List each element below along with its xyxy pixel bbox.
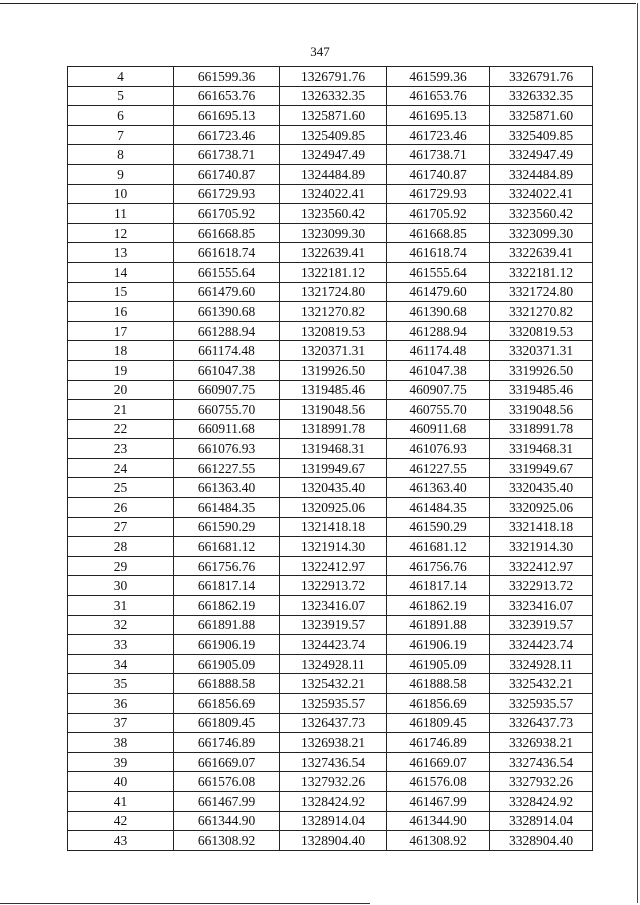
page-top-rule xyxy=(0,3,636,4)
page-right-rule xyxy=(637,3,638,903)
table-row xyxy=(68,674,593,694)
x1-cell: 661555.64 xyxy=(174,262,280,282)
x2-cell: 461888.58 xyxy=(387,674,490,694)
x1-cell: 661681.12 xyxy=(174,537,280,557)
y1-cell: 1319048.56 xyxy=(280,400,387,420)
y2-cell: 3323560.42 xyxy=(490,204,593,224)
y1-cell: 1324947.49 xyxy=(280,145,387,165)
y1-cell: 1319949.67 xyxy=(280,458,387,478)
x1-cell: 661653.76 xyxy=(174,86,280,106)
point-number-cell: 21 xyxy=(68,400,174,420)
x2-cell: 461669.07 xyxy=(387,752,490,772)
table-row xyxy=(68,615,593,635)
y1-cell: 1322639.41 xyxy=(280,243,387,263)
table-row xyxy=(68,341,593,361)
y2-cell: 3320371.31 xyxy=(490,341,593,361)
y2-cell: 3321724.80 xyxy=(490,282,593,302)
y1-cell: 1328904.40 xyxy=(280,831,387,851)
table-row xyxy=(68,419,593,439)
x1-cell: 661809.45 xyxy=(174,713,280,733)
y1-cell: 1326437.73 xyxy=(280,713,387,733)
x2-cell: 461076.93 xyxy=(387,439,490,459)
point-number-cell: 30 xyxy=(68,576,174,596)
y2-cell: 3324484.89 xyxy=(490,164,593,184)
y2-cell: 3322412.97 xyxy=(490,556,593,576)
x1-cell: 661746.89 xyxy=(174,733,280,753)
x1-cell: 661695.13 xyxy=(174,106,280,126)
y2-cell: 3325935.57 xyxy=(490,694,593,714)
x2-cell: 460911.68 xyxy=(387,419,490,439)
y2-cell: 3322181.12 xyxy=(490,262,593,282)
x2-cell: 461856.69 xyxy=(387,694,490,714)
coordinates-table-body xyxy=(68,67,593,851)
y2-cell: 3319949.67 xyxy=(490,458,593,478)
x2-cell: 460755.70 xyxy=(387,400,490,420)
x2-cell: 461576.08 xyxy=(387,772,490,792)
y2-cell: 3326332.35 xyxy=(490,86,593,106)
table-row xyxy=(68,772,593,792)
x2-cell: 461599.36 xyxy=(387,67,490,87)
y1-cell: 1327436.54 xyxy=(280,752,387,772)
y1-cell: 1322412.97 xyxy=(280,556,387,576)
y2-cell: 3324423.74 xyxy=(490,635,593,655)
table-row xyxy=(68,302,593,322)
point-number-cell: 22 xyxy=(68,419,174,439)
coordinates-table xyxy=(67,66,593,851)
x1-cell: 661390.68 xyxy=(174,302,280,322)
point-number-cell: 41 xyxy=(68,791,174,811)
x2-cell: 461590.29 xyxy=(387,517,490,537)
y2-cell: 3328914.04 xyxy=(490,811,593,831)
y1-cell: 1321418.18 xyxy=(280,517,387,537)
table-row xyxy=(68,596,593,616)
x2-cell: 461174.48 xyxy=(387,341,490,361)
point-number-cell: 34 xyxy=(68,654,174,674)
y1-cell: 1325871.60 xyxy=(280,106,387,126)
y1-cell: 1324484.89 xyxy=(280,164,387,184)
point-number-cell: 24 xyxy=(68,458,174,478)
point-number-cell: 26 xyxy=(68,498,174,518)
y1-cell: 1322913.72 xyxy=(280,576,387,596)
table-row xyxy=(68,517,593,537)
table-row xyxy=(68,478,593,498)
x1-cell: 661618.74 xyxy=(174,243,280,263)
table-row xyxy=(68,654,593,674)
table-row xyxy=(68,321,593,341)
x2-cell: 461344.90 xyxy=(387,811,490,831)
table-row xyxy=(68,360,593,380)
y1-cell: 1325935.57 xyxy=(280,694,387,714)
table-row xyxy=(68,125,593,145)
y2-cell: 3321270.82 xyxy=(490,302,593,322)
point-number-cell: 31 xyxy=(68,596,174,616)
y1-cell: 1320435.40 xyxy=(280,478,387,498)
table-row xyxy=(68,498,593,518)
x2-cell: 461308.92 xyxy=(387,831,490,851)
point-number-cell: 42 xyxy=(68,811,174,831)
x1-cell: 661756.76 xyxy=(174,556,280,576)
x1-cell: 661308.92 xyxy=(174,831,280,851)
x1-cell: 661467.99 xyxy=(174,791,280,811)
x2-cell: 461723.46 xyxy=(387,125,490,145)
table-row xyxy=(68,733,593,753)
x1-cell: 661668.85 xyxy=(174,223,280,243)
x1-cell: 661047.38 xyxy=(174,360,280,380)
y1-cell: 1324022.41 xyxy=(280,184,387,204)
x2-cell: 461695.13 xyxy=(387,106,490,126)
y2-cell: 3326437.73 xyxy=(490,713,593,733)
table-row xyxy=(68,164,593,184)
x1-cell: 661817.14 xyxy=(174,576,280,596)
y2-cell: 3318991.78 xyxy=(490,419,593,439)
y2-cell: 3321914.30 xyxy=(490,537,593,557)
y1-cell: 1323099.30 xyxy=(280,223,387,243)
x2-cell: 460907.75 xyxy=(387,380,490,400)
x1-cell: 661174.48 xyxy=(174,341,280,361)
point-number-cell: 36 xyxy=(68,694,174,714)
x2-cell: 461390.68 xyxy=(387,302,490,322)
y2-cell: 3323919.57 xyxy=(490,615,593,635)
point-number-cell: 32 xyxy=(68,615,174,635)
x1-cell: 660907.75 xyxy=(174,380,280,400)
table-row xyxy=(68,204,593,224)
x2-cell: 461817.14 xyxy=(387,576,490,596)
point-number-cell: 4 xyxy=(68,67,174,87)
y1-cell: 1326791.76 xyxy=(280,67,387,87)
x2-cell: 461484.35 xyxy=(387,498,490,518)
point-number-cell: 16 xyxy=(68,302,174,322)
x1-cell: 661888.58 xyxy=(174,674,280,694)
x2-cell: 461906.19 xyxy=(387,635,490,655)
point-number-cell: 8 xyxy=(68,145,174,165)
y1-cell: 1321270.82 xyxy=(280,302,387,322)
x2-cell: 461555.64 xyxy=(387,262,490,282)
table-row xyxy=(68,831,593,851)
x1-cell: 661729.93 xyxy=(174,184,280,204)
x1-cell: 661862.19 xyxy=(174,596,280,616)
y2-cell: 3322913.72 xyxy=(490,576,593,596)
y2-cell: 3319468.31 xyxy=(490,439,593,459)
y2-cell: 3325871.60 xyxy=(490,106,593,126)
y1-cell: 1325432.21 xyxy=(280,674,387,694)
point-number-cell: 27 xyxy=(68,517,174,537)
y2-cell: 3320819.53 xyxy=(490,321,593,341)
table-row xyxy=(68,223,593,243)
x2-cell: 461047.38 xyxy=(387,360,490,380)
y2-cell: 3326791.76 xyxy=(490,67,593,87)
x1-cell: 661599.36 xyxy=(174,67,280,87)
y1-cell: 1319468.31 xyxy=(280,439,387,459)
table-row xyxy=(68,635,593,655)
point-number-cell: 23 xyxy=(68,439,174,459)
y2-cell: 3319048.56 xyxy=(490,400,593,420)
table-row xyxy=(68,439,593,459)
x2-cell: 461740.87 xyxy=(387,164,490,184)
point-number-cell: 7 xyxy=(68,125,174,145)
x2-cell: 461891.88 xyxy=(387,615,490,635)
y1-cell: 1326938.21 xyxy=(280,733,387,753)
table-row xyxy=(68,576,593,596)
x2-cell: 461288.94 xyxy=(387,321,490,341)
y1-cell: 1320819.53 xyxy=(280,321,387,341)
x1-cell: 661738.71 xyxy=(174,145,280,165)
y2-cell: 3319926.50 xyxy=(490,360,593,380)
x2-cell: 461363.40 xyxy=(387,478,490,498)
x1-cell: 661740.87 xyxy=(174,164,280,184)
point-number-cell: 10 xyxy=(68,184,174,204)
point-number-cell: 12 xyxy=(68,223,174,243)
point-number-cell: 20 xyxy=(68,380,174,400)
y1-cell: 1328914.04 xyxy=(280,811,387,831)
y1-cell: 1321914.30 xyxy=(280,537,387,557)
y1-cell: 1322181.12 xyxy=(280,262,387,282)
table-row xyxy=(68,282,593,302)
x1-cell: 661590.29 xyxy=(174,517,280,537)
y2-cell: 3320435.40 xyxy=(490,478,593,498)
x2-cell: 461681.12 xyxy=(387,537,490,557)
x1-cell: 661856.69 xyxy=(174,694,280,714)
y1-cell: 1324928.11 xyxy=(280,654,387,674)
point-number-cell: 14 xyxy=(68,262,174,282)
x2-cell: 461479.60 xyxy=(387,282,490,302)
point-number-cell: 40 xyxy=(68,772,174,792)
x1-cell: 661723.46 xyxy=(174,125,280,145)
table-row xyxy=(68,145,593,165)
y2-cell: 3324947.49 xyxy=(490,145,593,165)
x2-cell: 461653.76 xyxy=(387,86,490,106)
x2-cell: 461862.19 xyxy=(387,596,490,616)
x1-cell: 661906.19 xyxy=(174,635,280,655)
y1-cell: 1325409.85 xyxy=(280,125,387,145)
table-row xyxy=(68,791,593,811)
x1-cell: 661363.40 xyxy=(174,478,280,498)
table-row xyxy=(68,713,593,733)
point-number-cell: 19 xyxy=(68,360,174,380)
x1-cell: 661576.08 xyxy=(174,772,280,792)
table-row xyxy=(68,458,593,478)
point-number-cell: 35 xyxy=(68,674,174,694)
x1-cell: 661905.09 xyxy=(174,654,280,674)
point-number-cell: 11 xyxy=(68,204,174,224)
x2-cell: 461746.89 xyxy=(387,733,490,753)
x2-cell: 461729.93 xyxy=(387,184,490,204)
y2-cell: 3324928.11 xyxy=(490,654,593,674)
table-row xyxy=(68,811,593,831)
y2-cell: 3327436.54 xyxy=(490,752,593,772)
y2-cell: 3327932.26 xyxy=(490,772,593,792)
footer-rule xyxy=(0,903,370,904)
x1-cell: 661484.35 xyxy=(174,498,280,518)
x2-cell: 461756.76 xyxy=(387,556,490,576)
point-number-cell: 28 xyxy=(68,537,174,557)
page-number: 347 xyxy=(310,44,330,59)
x2-cell: 461668.85 xyxy=(387,223,490,243)
x1-cell: 661669.07 xyxy=(174,752,280,772)
y1-cell: 1320925.06 xyxy=(280,498,387,518)
y2-cell: 3326938.21 xyxy=(490,733,593,753)
x2-cell: 461227.55 xyxy=(387,458,490,478)
y1-cell: 1326332.35 xyxy=(280,86,387,106)
point-number-cell: 33 xyxy=(68,635,174,655)
x2-cell: 461705.92 xyxy=(387,204,490,224)
table-row xyxy=(68,106,593,126)
point-number-cell: 13 xyxy=(68,243,174,263)
table-row xyxy=(68,400,593,420)
y2-cell: 3325409.85 xyxy=(490,125,593,145)
x1-cell: 661227.55 xyxy=(174,458,280,478)
x2-cell: 461467.99 xyxy=(387,791,490,811)
y2-cell: 3323099.30 xyxy=(490,223,593,243)
point-number-cell: 5 xyxy=(68,86,174,106)
x2-cell: 461738.71 xyxy=(387,145,490,165)
point-number-cell: 9 xyxy=(68,164,174,184)
y1-cell: 1323919.57 xyxy=(280,615,387,635)
point-number-cell: 43 xyxy=(68,831,174,851)
x1-cell: 661288.94 xyxy=(174,321,280,341)
point-number-cell: 29 xyxy=(68,556,174,576)
y2-cell: 3320925.06 xyxy=(490,498,593,518)
table-row xyxy=(68,86,593,106)
point-number-cell: 15 xyxy=(68,282,174,302)
y2-cell: 3322639.41 xyxy=(490,243,593,263)
x2-cell: 461905.09 xyxy=(387,654,490,674)
x1-cell: 661479.60 xyxy=(174,282,280,302)
y1-cell: 1327932.26 xyxy=(280,772,387,792)
table-row xyxy=(68,556,593,576)
y2-cell: 3323416.07 xyxy=(490,596,593,616)
y1-cell: 1324423.74 xyxy=(280,635,387,655)
point-number-cell: 38 xyxy=(68,733,174,753)
x1-cell: 661891.88 xyxy=(174,615,280,635)
table-row xyxy=(68,184,593,204)
y1-cell: 1318991.78 xyxy=(280,419,387,439)
y1-cell: 1319485.46 xyxy=(280,380,387,400)
point-number-cell: 17 xyxy=(68,321,174,341)
y2-cell: 3321418.18 xyxy=(490,517,593,537)
point-number-cell: 37 xyxy=(68,713,174,733)
point-number-cell: 6 xyxy=(68,106,174,126)
x1-cell: 661344.90 xyxy=(174,811,280,831)
x1-cell: 661705.92 xyxy=(174,204,280,224)
x2-cell: 461618.74 xyxy=(387,243,490,263)
point-number-cell: 25 xyxy=(68,478,174,498)
y2-cell: 3328904.40 xyxy=(490,831,593,851)
x1-cell: 660911.68 xyxy=(174,419,280,439)
y1-cell: 1321724.80 xyxy=(280,282,387,302)
point-number-cell: 39 xyxy=(68,752,174,772)
x2-cell: 461809.45 xyxy=(387,713,490,733)
y2-cell: 3325432.21 xyxy=(490,674,593,694)
y2-cell: 3328424.92 xyxy=(490,791,593,811)
y2-cell: 3319485.46 xyxy=(490,380,593,400)
y1-cell: 1319926.50 xyxy=(280,360,387,380)
y1-cell: 1323416.07 xyxy=(280,596,387,616)
x1-cell: 661076.93 xyxy=(174,439,280,459)
table-row xyxy=(68,752,593,772)
table-row xyxy=(68,243,593,263)
table-row xyxy=(68,67,593,87)
y1-cell: 1320371.31 xyxy=(280,341,387,361)
table-row xyxy=(68,380,593,400)
point-number-cell: 18 xyxy=(68,341,174,361)
y2-cell: 3324022.41 xyxy=(490,184,593,204)
table-row xyxy=(68,694,593,714)
y1-cell: 1323560.42 xyxy=(280,204,387,224)
table-row xyxy=(68,262,593,282)
y1-cell: 1328424.92 xyxy=(280,791,387,811)
x1-cell: 660755.70 xyxy=(174,400,280,420)
table-row xyxy=(68,537,593,557)
